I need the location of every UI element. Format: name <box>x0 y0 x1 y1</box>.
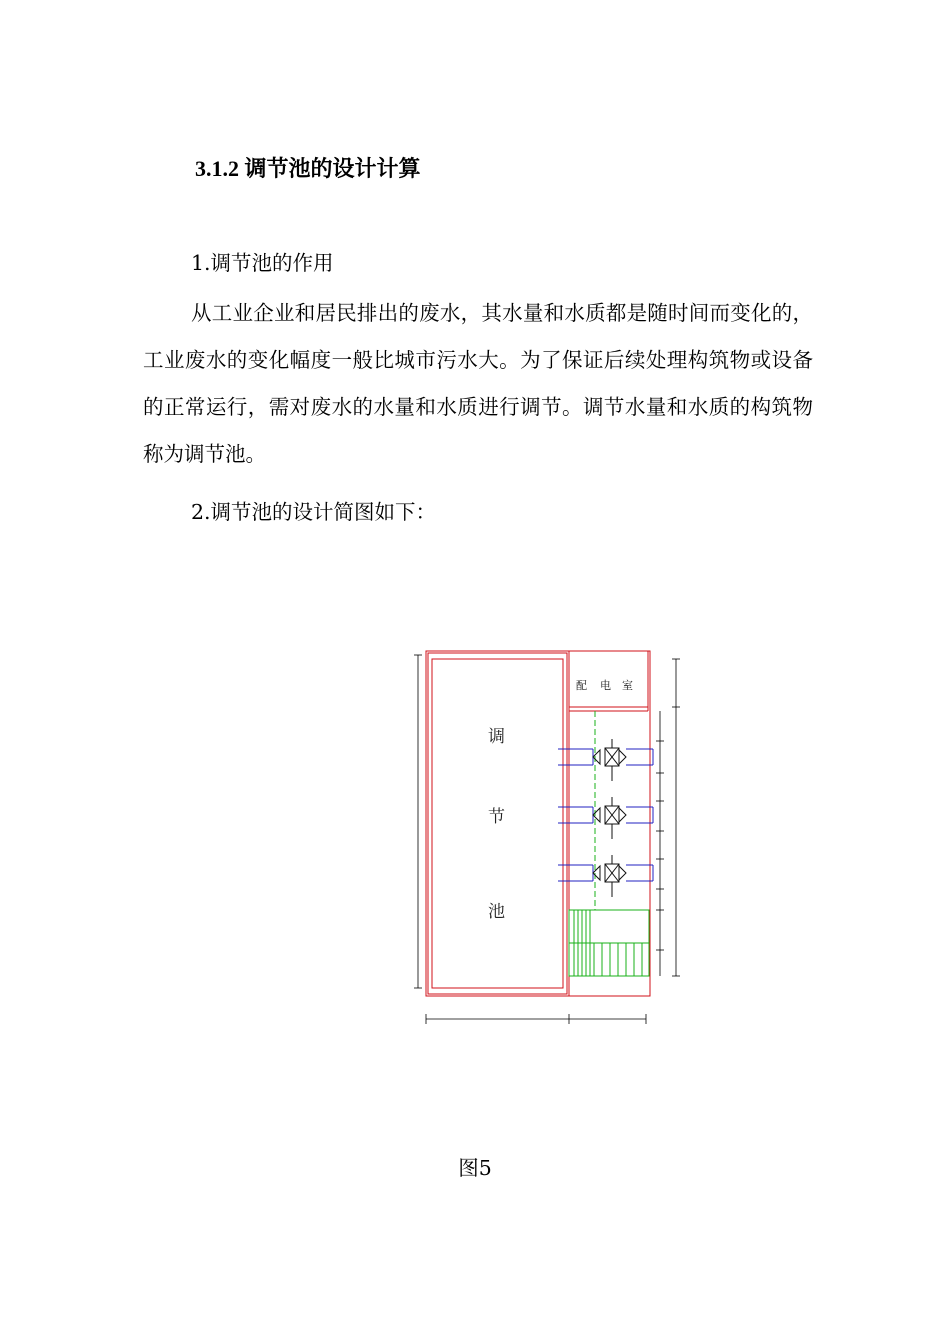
subsection-title-purpose: 1.调节池的作用 <box>191 251 334 275</box>
pump-group-2 <box>558 797 653 839</box>
pool-label <box>488 727 505 922</box>
stair <box>569 910 649 976</box>
room-label-char: 配 <box>576 679 587 692</box>
dimension-lines <box>414 655 680 1024</box>
section-heading: 3.1.2 调节池的设计计算 <box>195 156 421 181</box>
regulating-pool-schematic <box>408 645 693 1030</box>
purpose-paragraph: 从工业企业和居民排出的废水，其水量和水质都是随时间而变化的，工业废水的变化幅度一般比城市污水大。为了保证后续处理构筑物或设备的正常运行，需对废水的水量和水质进行调节。调节水量和水质的构筑物称为调节池。 <box>143 301 813 466</box>
figure-caption: 图5 <box>458 1156 492 1180</box>
room-label <box>576 678 633 692</box>
room-label-char: 电 <box>600 679 611 692</box>
pump-group-3 <box>558 855 653 897</box>
pool-label-char: 调 <box>488 727 505 747</box>
pool-label-char: 节 <box>488 807 505 827</box>
subsection-title-diagram: 2.调节池的设计简图如下： <box>191 500 437 524</box>
pump-group-1 <box>558 739 653 781</box>
room-label-char: 室 <box>622 679 633 692</box>
pool-label-char: 池 <box>488 902 505 922</box>
